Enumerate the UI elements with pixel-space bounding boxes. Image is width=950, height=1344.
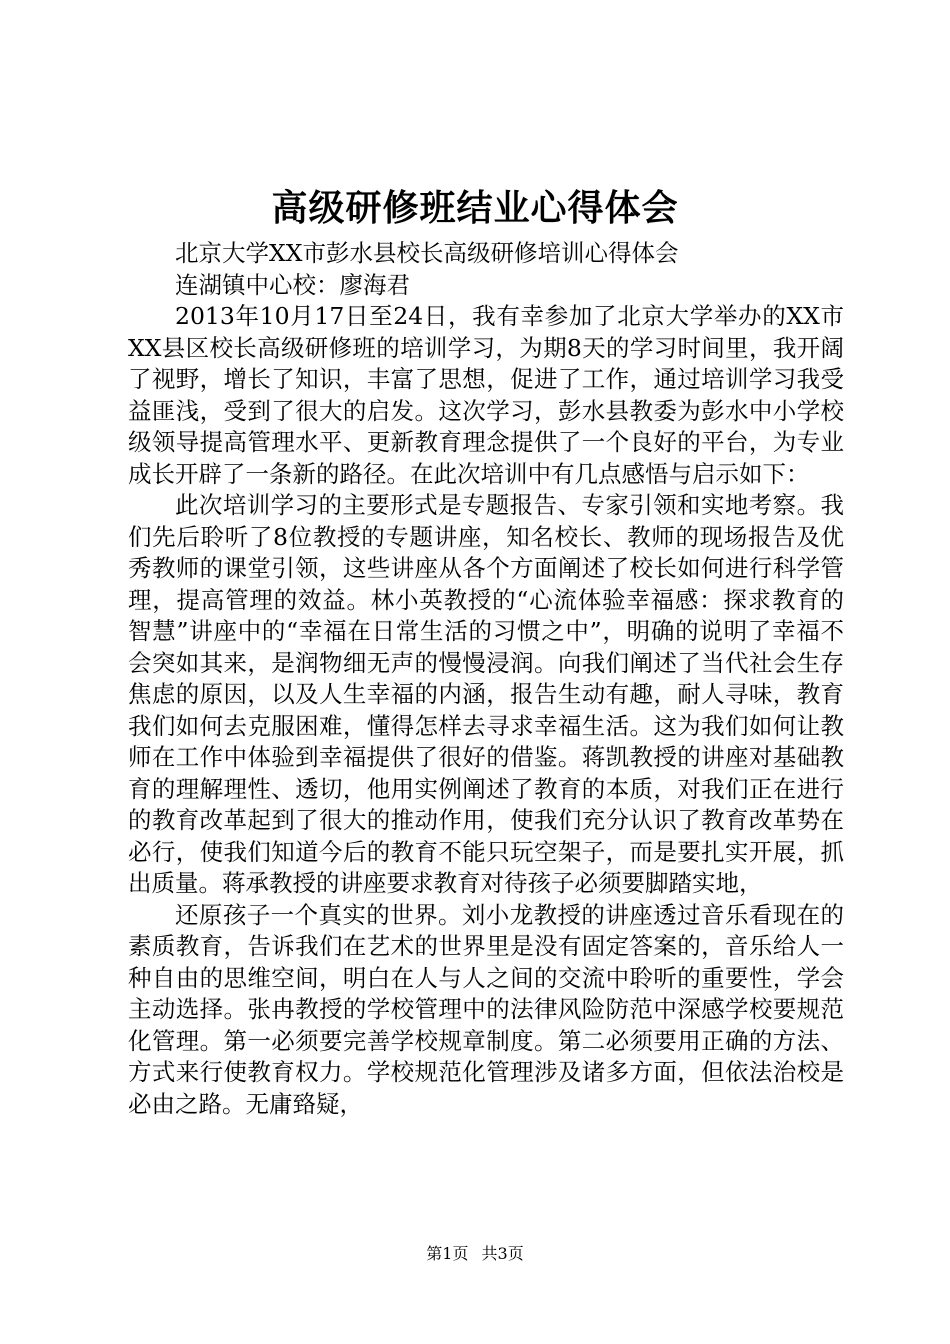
subtitle-paragraph: 北京大学XX市彭水县校长高级研修培训心得体会 [175, 239, 679, 267]
document-body [128, 238, 844, 1120]
body-paragraph: 此次培训学习的主要形式是专题报告、专家引领和实地考察。我们先后聆听了8位教授的专题讲座，知名校长、教师的现场报告及优秀教师的课堂引领，这些讲座从各个方面阐述了校长如何进行科学管理，提高管理的效益。林小英教授的“心流体验幸福感：探求教育的智慧”讲座中的“幸福在日常生活的习惯之中”，明确的说明了幸福不会突如其来，是润物细无声的慢慢浸润。向我们阐述了当代社会生存焦虑的原因，以及人生幸福的内涵，报告生动有趣，耐人寻味，教育我们如何去克服困难，懂得怎样去寻求幸福生活。这为我们如何让教师在工作中体验到幸福提供了很好的借鉴。蒋凯教授的讲座对基础教育的理解理性、透切，他用实例阐述了教育的本质，对我们正在进行的教育改革起到了很大的推动作用，使我们充分认识了教育改革势在必行，使我们知道今后的教育不能只玩空架子，而是要扎实开展，抓出质量。蒋承教授的讲座要求教育对待孩子必须要脚踏实地， [128, 491, 844, 897]
document-title: 高级研修班结业心得体会 [271, 187, 679, 229]
author-paragraph: 连湖镇中心校：廖海君 [175, 270, 410, 299]
page-number: 第1页 [426, 1244, 469, 1263]
page-total: 共3页 [481, 1244, 524, 1263]
body-paragraph: 还原孩子一个真实的世界。刘小龙教授的讲座透过音乐看现在的素质教育，告诉我们在艺术的世界里是没有固定答案的，音乐给人一种自由的思维空间，明白在人与人之间的交流中聆听的重要性，学会主动选择。张冉教授的学校管理中的法律风险防范中深感学校要规范化管理。第一必须要完善学校规章制度。第二必须要用正确的方法、方式来行使教育权力。学校规范化管理涉及诸多方面，但依法治校是必由之路。无庸臵疑， [128, 900, 844, 1118]
page-footer [0, 1242, 950, 1266]
body-paragraph: 2013年10月17日至24日，我有幸参加了北京大学举办的XX市XX县区校长高级研修班的培训学习，为期8天的学习时间里，我开阔了视野，增长了知识，丰富了思想，促进了工作，通过培训学习我受益匪浅，受到了很大的启发。这次学习，彭水县教委为彭水中小学校级领导提高管理水平、更新教育理念提供了一个良好的平台，为专业成长开辟了一条新的路径。在此次培训中有几点感悟与启示如下： [128, 302, 844, 488]
